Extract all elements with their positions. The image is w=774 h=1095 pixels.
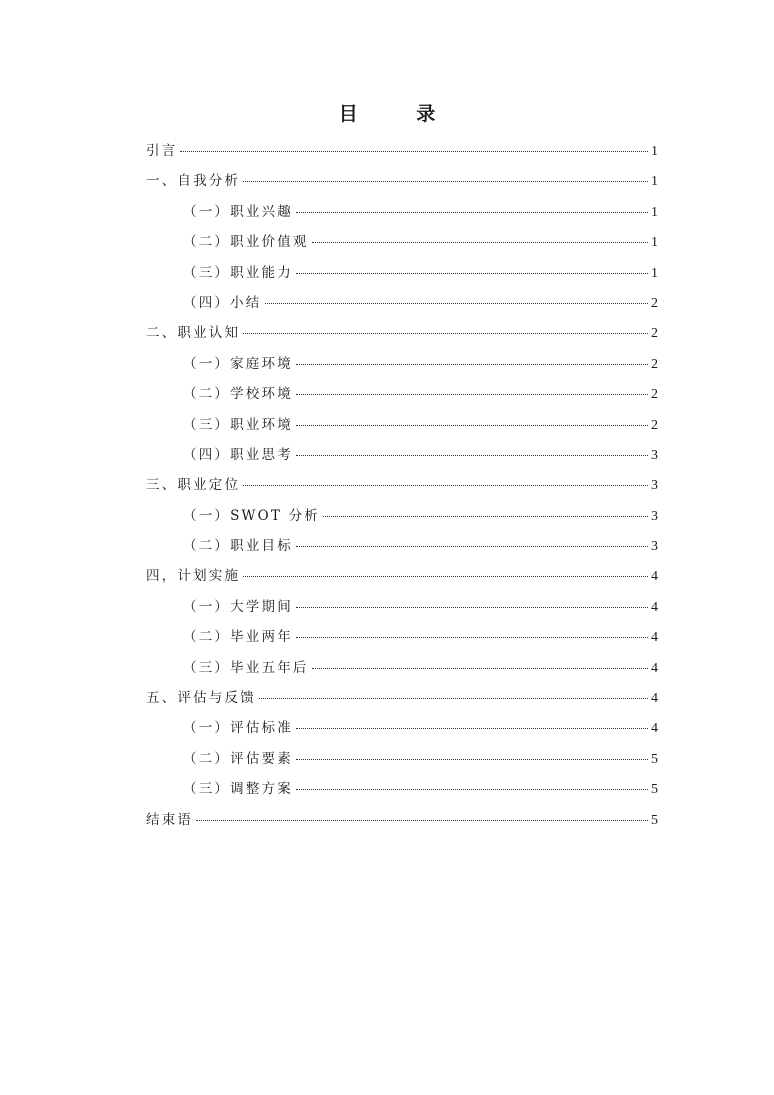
toc-dot-leader [265, 303, 649, 304]
toc-entry[interactable] [146, 379, 658, 409]
toc-dot-leader [243, 333, 648, 334]
toc-dot-leader [259, 698, 648, 699]
toc-entry-page-number: 2 [651, 295, 658, 311]
toc-entry[interactable] [146, 653, 658, 683]
toc-dot-leader [296, 759, 648, 760]
toc-entry-page-number: 5 [651, 782, 658, 798]
toc-entry-label: （三）职业环境 [183, 416, 293, 433]
toc-entry-label: （三）职业能力 [183, 264, 293, 281]
toc-entry-label: （一）职业兴趣 [183, 203, 293, 220]
toc-entry-page-number: 5 [651, 751, 658, 767]
toc-entry-label: （二）学校环境 [183, 386, 293, 403]
toc-entry[interactable] [146, 318, 658, 348]
toc-entry-label: （三）毕业五年后 [183, 659, 309, 676]
toc-entry-label: 四，计划实施 [146, 568, 241, 585]
toc-entry-page-number: 3 [651, 478, 658, 494]
toc-entry[interactable] [146, 258, 658, 288]
toc-entry[interactable] [146, 440, 658, 470]
toc-dot-leader [296, 273, 648, 274]
toc-entry-label: （二）评估要素 [183, 750, 293, 767]
toc-entry[interactable] [146, 288, 658, 318]
toc-entry-page-number: 1 [651, 265, 658, 281]
toc-entry[interactable] [146, 227, 658, 257]
toc-entry-page-number: 4 [651, 660, 658, 676]
toc-entry-page-number: 4 [651, 569, 658, 585]
toc-entry-label: 二、职业认知 [146, 325, 241, 342]
toc-entry-page-number: 2 [651, 387, 658, 403]
toc-dot-leader [296, 607, 648, 608]
toc-entry-page-number: 2 [651, 326, 658, 342]
toc-dot-leader [243, 485, 648, 486]
toc-entry-page-number: 4 [651, 691, 658, 707]
toc-entry-label: （二）毕业两年 [183, 629, 293, 646]
toc-entry-page-number: 1 [651, 235, 658, 251]
toc-dot-leader [296, 546, 648, 547]
toc-entry-page-number: 5 [651, 812, 658, 828]
toc-entry-page-number: 4 [651, 630, 658, 646]
toc-entry-label: （二）职业目标 [183, 538, 293, 555]
toc-entry-page-number: 4 [651, 599, 658, 615]
toc-dot-leader [323, 516, 648, 517]
toc-entry-page-number: 4 [651, 721, 658, 737]
toc-entry[interactable] [146, 531, 658, 561]
toc-entry[interactable] [146, 713, 658, 743]
toc-dot-leader [296, 394, 648, 395]
toc-entry-label: （一）家庭环境 [183, 355, 293, 372]
toc-entry[interactable] [146, 197, 658, 227]
toc-entry[interactable] [146, 805, 658, 835]
toc-entry[interactable] [146, 592, 658, 622]
toc-dot-leader [312, 242, 648, 243]
toc-entry-label: 五、评估与反馈 [146, 690, 256, 707]
toc-entry-page-number: 1 [651, 144, 658, 159]
toc-entry-label: （四）小结 [183, 294, 262, 311]
toc-entry[interactable] [146, 501, 658, 531]
toc-entry-label: 引言 [146, 143, 178, 159]
toc-entry-label: （一）大学期间 [183, 598, 293, 615]
toc-entry[interactable] [146, 166, 658, 196]
toc-entry[interactable] [146, 744, 658, 774]
toc-entry-page-number: 3 [651, 539, 658, 555]
toc-entry-label: （四）职业思考 [183, 446, 293, 463]
toc-dot-leader [196, 820, 648, 821]
toc-entry[interactable] [146, 349, 658, 379]
toc-entry-label: 结束语 [146, 811, 194, 828]
toc-entry-page-number: 2 [651, 417, 658, 433]
toc-dot-leader [243, 181, 648, 182]
toc-entry[interactable] [146, 622, 658, 652]
toc-entry-page-number: 1 [651, 204, 658, 220]
toc-entry[interactable] [146, 410, 658, 440]
toc-entry-page-number: 1 [651, 174, 658, 190]
toc-dot-leader [296, 455, 648, 456]
toc-title: 目 录 [338, 103, 462, 125]
toc-entry[interactable] [146, 136, 658, 166]
toc-list [146, 136, 658, 835]
toc-entry-label: 一、自我分析 [146, 173, 241, 190]
toc-entry-page-number: 2 [651, 356, 658, 372]
toc-dot-leader [296, 728, 648, 729]
toc-entry-label: （三）调整方案 [183, 781, 293, 798]
toc-dot-leader [180, 151, 648, 152]
toc-dot-leader [296, 789, 648, 790]
toc-dot-leader [243, 576, 648, 577]
toc-entry[interactable] [146, 470, 658, 500]
toc-entry-page-number: 3 [651, 508, 658, 524]
toc-entry-label: （一）评估标准 [183, 720, 293, 737]
toc-dot-leader [296, 425, 648, 426]
toc-dot-leader [312, 668, 648, 669]
toc-entry-label: （二）职业价值观 [183, 234, 309, 251]
toc-entry[interactable] [146, 561, 658, 591]
toc-dot-leader [296, 637, 648, 638]
toc-entry[interactable] [146, 683, 658, 713]
toc-entry-page-number: 3 [651, 447, 658, 463]
toc-dot-leader [296, 364, 648, 365]
toc-dot-leader [296, 212, 648, 213]
toc-entry[interactable] [146, 774, 658, 804]
toc-entry-label: 三、职业定位 [146, 477, 241, 494]
toc-entry-label: （一）SWOT 分析 [183, 507, 320, 524]
